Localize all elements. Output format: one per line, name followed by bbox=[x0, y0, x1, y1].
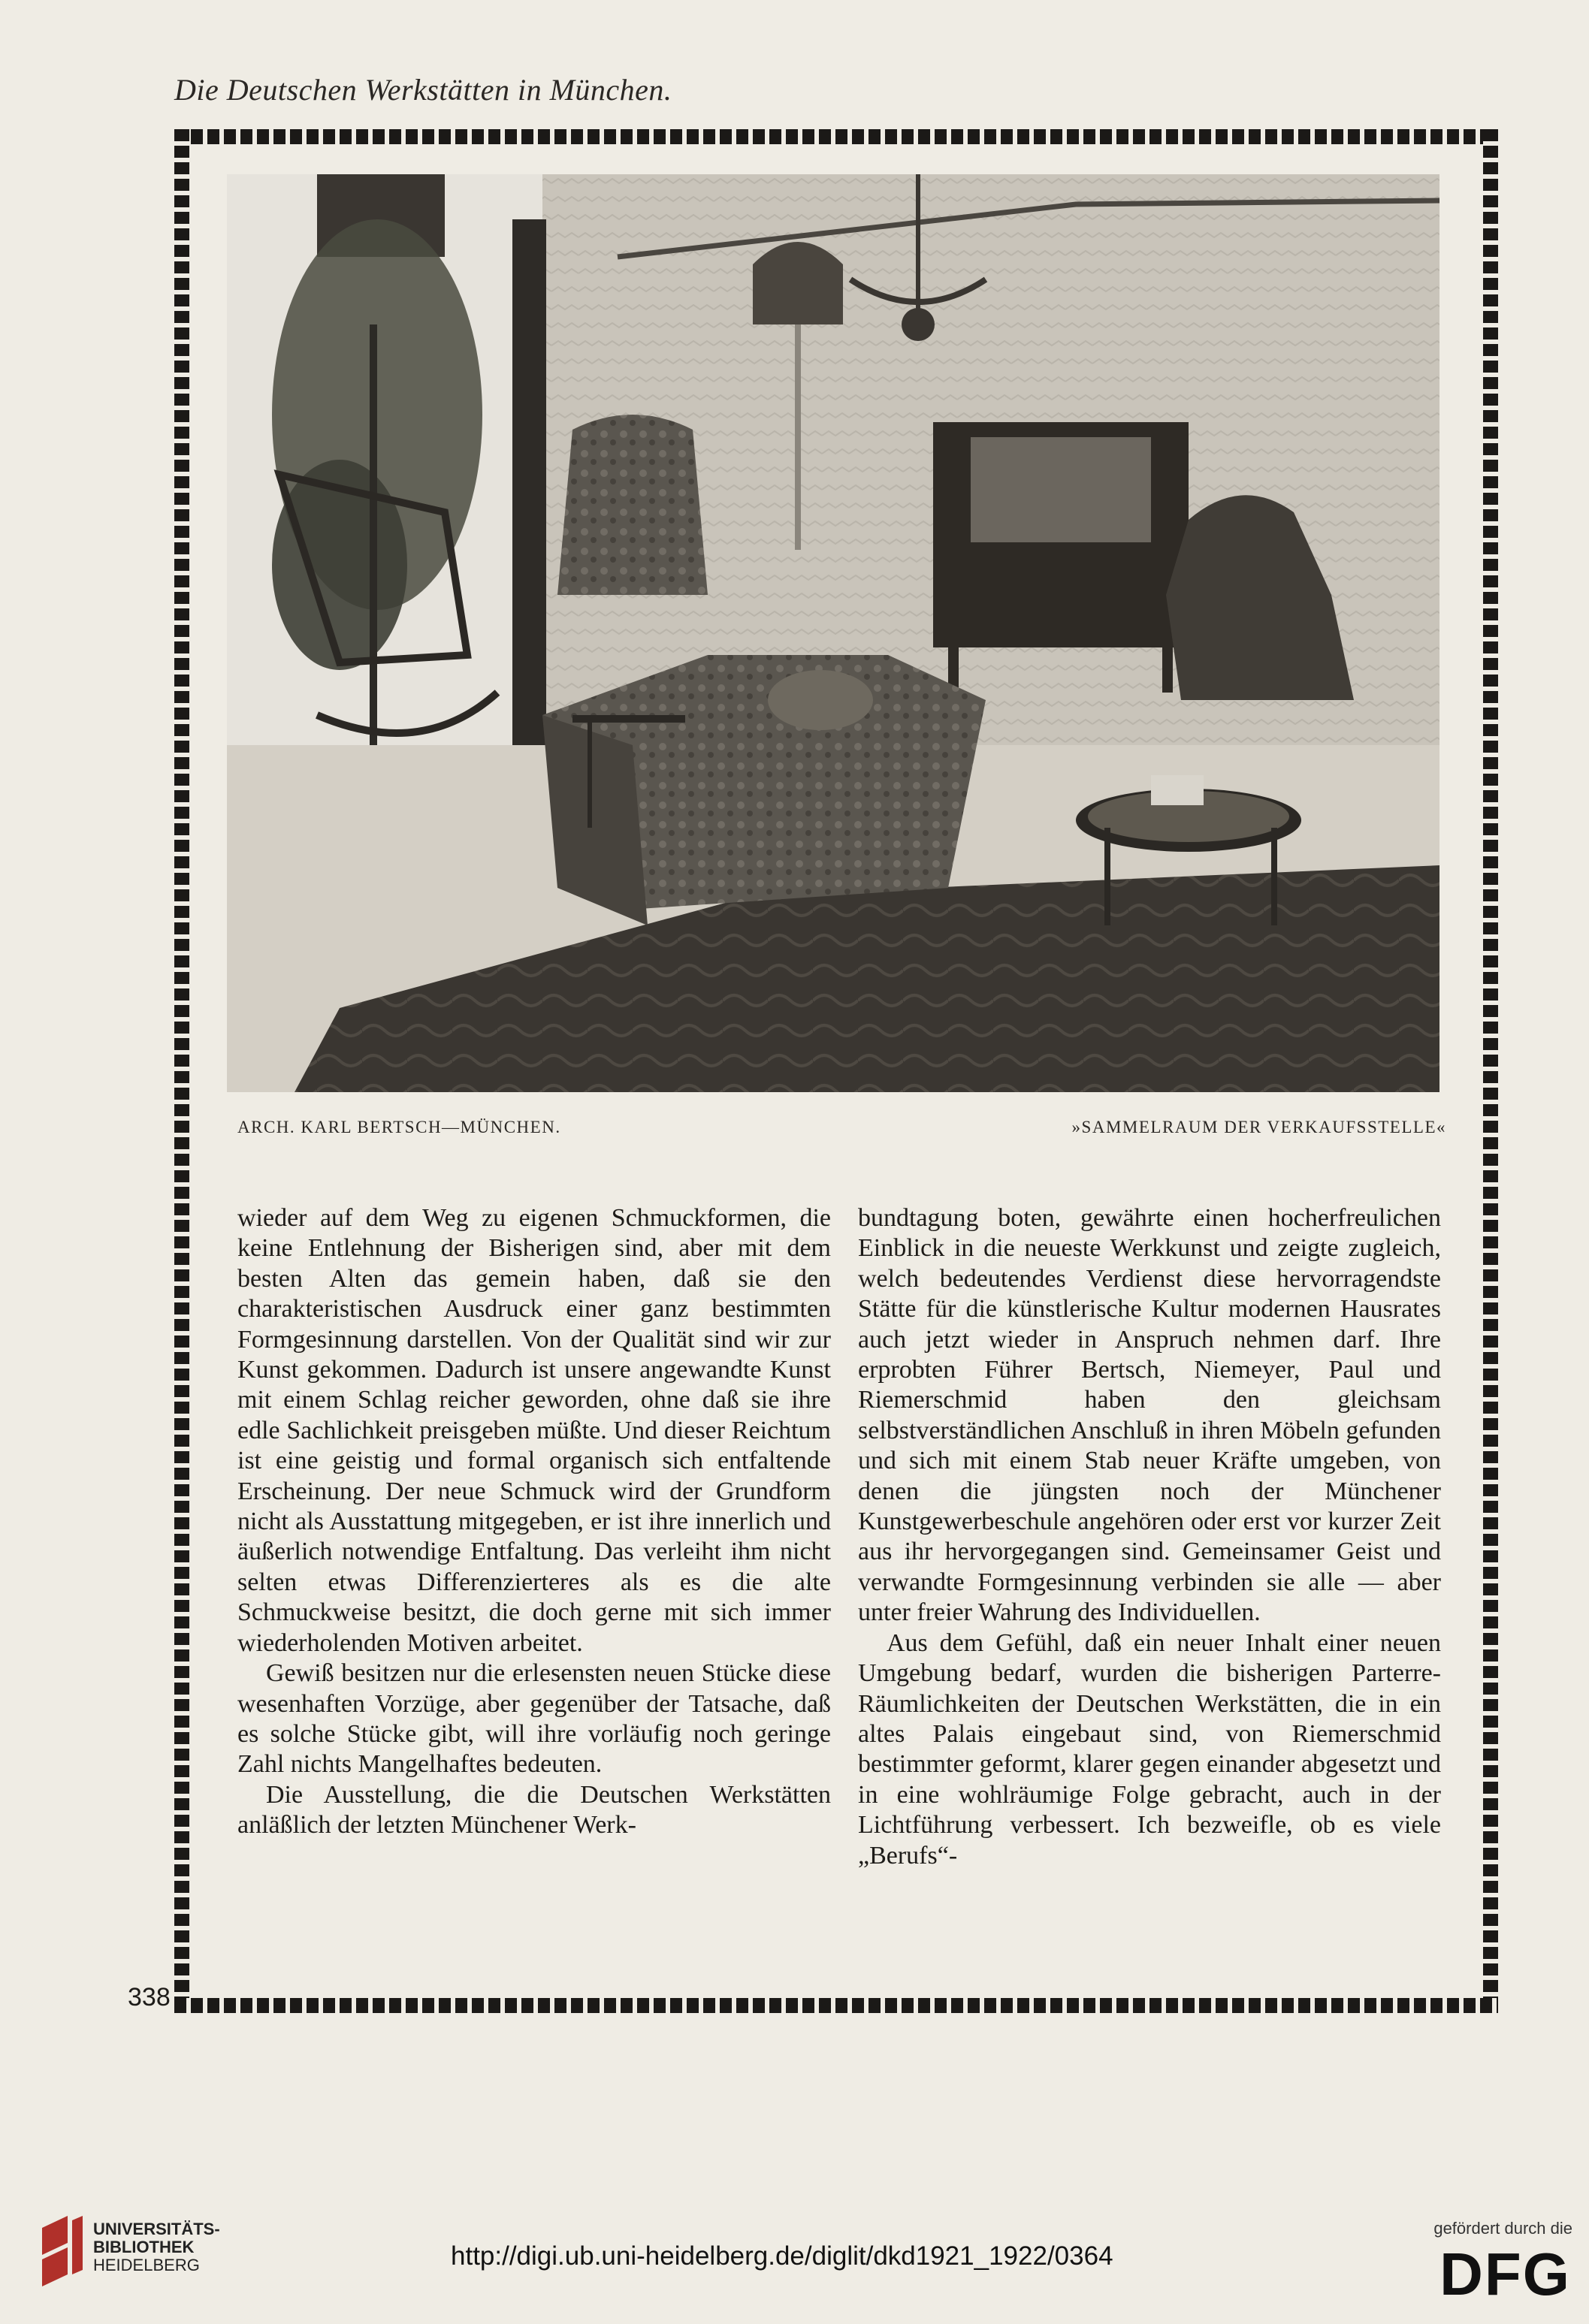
paragraph: Die Ausstellung, die die Deutschen Werkstätten anläßlich der letzten Münchener Werk- bbox=[237, 1780, 831, 1840]
caption-room-title: »SAMMELRAUM DER VERKAUFSSTELLE« bbox=[1071, 1118, 1446, 1136]
dfg-logo: DFG bbox=[1439, 2241, 1571, 2307]
left-border bbox=[174, 129, 189, 1998]
library-name-line: UNIVERSITÄTS- bbox=[93, 2220, 220, 2238]
interior-photograph bbox=[227, 174, 1439, 1092]
right-border bbox=[1483, 129, 1498, 1998]
top-border bbox=[174, 129, 1498, 144]
library-name bbox=[93, 2220, 220, 2274]
library-name-line: HEIDELBERG bbox=[93, 2256, 200, 2274]
library-name-line: BIBLIOTHEK bbox=[93, 2238, 195, 2256]
text-column-right bbox=[858, 1203, 1441, 1871]
caption-architect: ARCH. KARL BERTSCH—MÜNCHEN. bbox=[237, 1118, 561, 1136]
paragraph: wieder auf dem Weg zu eigenen Schmuckformen, die keine Entlehnung der Bisherigen sind, aber mit dem besten Alten das gemein haben, daß sie den charakteristischen Ausdruck einer ganz bestimmten Formgesinnung darstellen. Von der Qualität sind wir zur Kunst gekommen. Dadurch ist unsere angewandte Kunst mit einem Schlag reicher geworden, ohne daß sie ihre edle Sachlichkeit preisgeben müßte. Und dieser Reichtum ist eine geistig und formal organisch sich entfaltende Erscheinung. Der neue Schmuck wird der Grundform nicht als Ausstattung mitgegeben, er ist ihre innerlich und äußerlich notwendige Entfaltung. Das verleiht ihm nicht selten etwas Differenzierteres als es die alte Schmuckweise besitzt, die doch gerne mit sich immer wiederholenden Motiven arbeitet. bbox=[237, 1204, 831, 1657]
paragraph: bundtagung boten, gewährte einen hocherfreulichen Einblick in die neueste Werkkunst und zeigte zugleich, welch bedeutendes Verdienst diese hervorragendste Stätte für die künstlerische Kultur modernen Hausrates auch jetzt wieder in Anspruch nehmen darf. Ihre erprobten Führer Bertsch, Niemeyer, Paul und Riemerschmid haben den gleichsam selbstverständlichen Anschluß in ihren Möbeln gefunden und sich mit einem Stab neuer Kräfte umgeben, von denen die jüngsten noch der Münchener Kunstgewerbeschule angehören oder erst vor kurzer Zeit aus ihr hervorgegangen sind. Gemeinsamer Geist und verwandte Formgesinnung verbinden sie alle — aber unter freier Wahrung des Individuellen. bbox=[858, 1204, 1441, 1627]
running-head: Die Deutschen Werkstätten in München. bbox=[174, 73, 672, 107]
bottom-border bbox=[174, 1998, 1498, 2013]
paragraph: Aus dem Gefühl, daß ein neuer Inhalt einer neuen Umgebung bedarf, wurden die bisherigen Parterre-Räumlichkeiten der Deutschen Werkstätten, die in ein altes Palais eingebaut sind, von Riemerschmid bestimmter geformt, klarer gegen einander abgesetzt und in eine wohlräumige Folge gebracht, auch in der Lichtführung verbessert. Ich bezweifle, ob es viele „Berufs“- bbox=[858, 1628, 1441, 1870]
page-number: 338 bbox=[128, 1983, 171, 2012]
room-illustration bbox=[227, 174, 1439, 1092]
funding-label: gefördert durch die bbox=[1433, 2219, 1572, 2238]
source-url-link[interactable]: http://digi.ub.uni-heidelberg.de/diglit/dkd1921_1922/0364 bbox=[451, 2241, 1113, 2271]
university-library-logo-icon bbox=[38, 2213, 87, 2295]
text-column-left bbox=[237, 1203, 831, 1841]
paragraph: Gewiß besitzen nur die erlesensten neuen Stücke diese wesenhaften Vorzüge, aber gegenüber der Tatsache, daß es solche Stücke gibt, will ihre vorläufig noch geringe Zahl nichts Mangelhaftes bedeuten. bbox=[237, 1659, 831, 1779]
